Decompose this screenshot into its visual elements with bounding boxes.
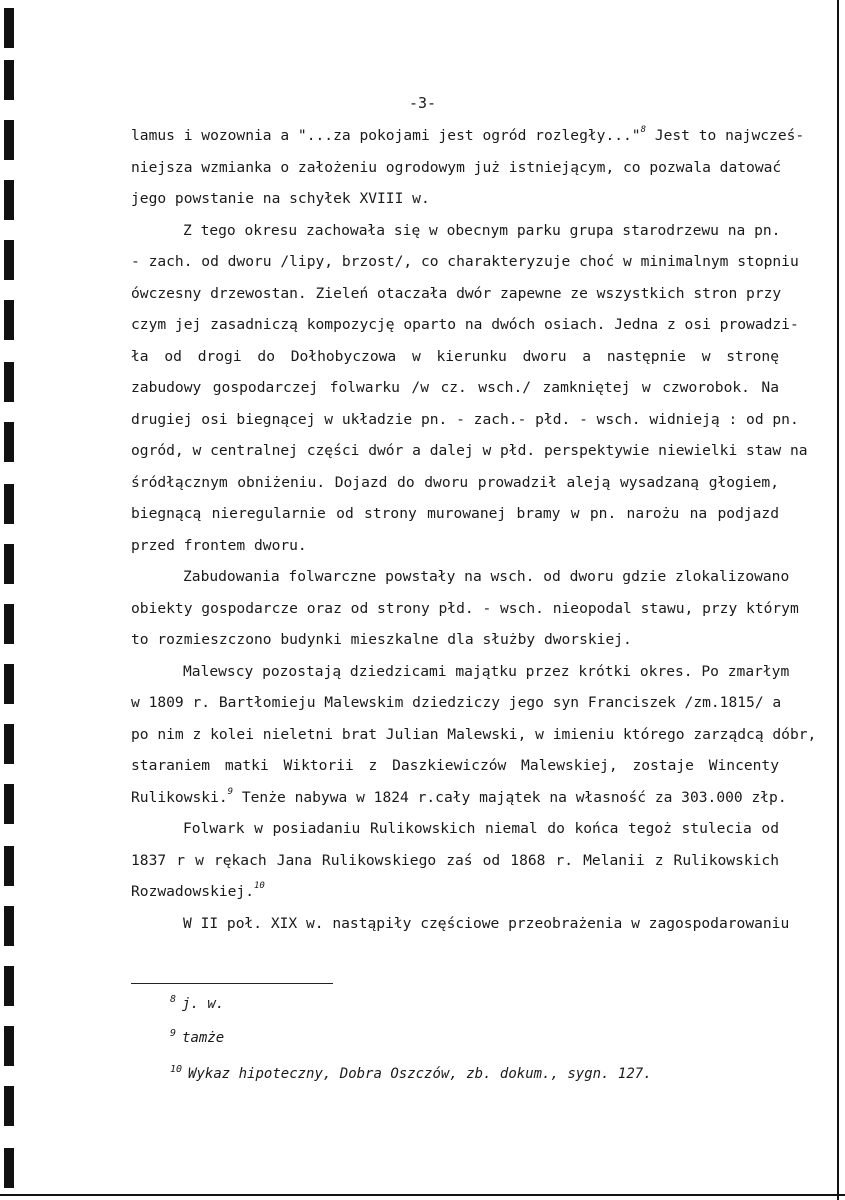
- binding-mark: [4, 422, 14, 462]
- text-line: Zabudowania folwarczne powstały na wsch. od dworu gdzie zlokalizowano: [183, 568, 790, 585]
- text-line: Z tego okresu zachowała się w obecnym parku grupa starodrzewu na pn.: [183, 221, 781, 239]
- binding-mark: [4, 8, 14, 48]
- footnote-ref: 10: [254, 881, 265, 891]
- binding-mark: [4, 300, 14, 340]
- binding-mark: [4, 1148, 14, 1188]
- footnote-number: 8: [170, 994, 177, 1005]
- text-line: zabudowy gospodarczej folwarku /w cz. wsch./ zamkniętej w czworobok. Na: [131, 379, 779, 396]
- footnote-number: 10: [170, 1064, 183, 1075]
- text-line: w 1809 r. Bartłomieju Malewskim dziedziczy jego syn Franciszek /zm.1815/ a: [131, 694, 782, 711]
- text-line: Malewscy pozostają dziedzicami majątku przez krótki okres. Po zmarłym: [183, 662, 790, 680]
- text-line: Rozwadowskiej.$^{10}$: [131, 881, 265, 900]
- page-edge-right: [837, 0, 839, 1200]
- page-edge-bottom: [0, 1194, 845, 1196]
- binding-mark: [4, 1086, 14, 1126]
- footnote: [170, 1066, 652, 1082]
- text-line: Folwark w posiadaniu Rulikowskich niemal do końca tegoż stulecia od: [183, 820, 779, 837]
- text-line: niejsza wzmianka o założeniu ogrodowym już istniejącym, co pozwala datować: [131, 158, 782, 176]
- footnote-text: j. w.: [182, 996, 225, 1012]
- page-number: -3-: [408, 94, 437, 112]
- binding-mark: [4, 120, 14, 160]
- binding-mark: [4, 784, 14, 824]
- binding-mark: [4, 846, 14, 886]
- binding-mark: [4, 362, 14, 402]
- text-line: 1837 r w rękach Jana Rulikowskiego zaś od 1868 r. Melanii z Rulikowskich: [131, 851, 779, 869]
- binding-mark: [4, 240, 14, 280]
- footnote: [170, 1030, 224, 1046]
- binding-mark: [4, 906, 14, 946]
- text-line: obiekty gospodarcze oraz od strony płd. - wsch. nieopodal stawu, przy którym: [131, 599, 799, 617]
- text-line: ła od drogi do Dołhobyczowa w kierunku dworu a następnie w stronę: [131, 347, 779, 365]
- text-line: przed frontem dworu.: [131, 536, 307, 554]
- text-line: drugiej osi biegnącej w układzie pn. - zach.- płd. - wsch. widnieją : od pn.: [131, 410, 799, 428]
- text-line: śródłącznym obniżeniu. Dojazd do dworu prowadził aleją wysadzaną głogiem,: [131, 473, 779, 491]
- footnote-text: Wykaz hipoteczny, Dobra Oszczów, zb. dokum., sygn. 127.: [188, 1066, 652, 1082]
- footnote-ref: 9: [227, 786, 234, 797]
- binding-mark: [4, 966, 14, 1006]
- text-line: W II poł. XIX w. nastąpiły częściowe przeobrażenia w zagospodarowaniu: [183, 914, 790, 932]
- text-line: po nim z kolei nieletni brat Julian Malewski, w imieniu którego zarządcą dóbr,: [131, 725, 817, 743]
- footnote-separator: [131, 983, 333, 984]
- text-line: ówczesny drzewostan. Zieleń otaczała dwór zapewne ze wszystkich stron przy: [131, 284, 782, 302]
- binding-mark: [4, 544, 14, 584]
- text-line: Rulikowski.$^9$ Tenże nabywa w 1824 r.cały majątek na własność za 303.000 złp.: [131, 786, 787, 806]
- text-line: czym jej zasadniczą kompozycję oparto na dwóch osiach. Jedna z osi prowadzi-: [131, 316, 799, 333]
- binding-mark: [4, 180, 14, 220]
- footnote-number: 9: [170, 1028, 177, 1039]
- text-line: to rozmieszczono budynki mieszkalne dla służby dworskiej.: [131, 631, 632, 648]
- text-line: biegnącą nieregularnie od strony murowanej bramy w pn. narożu na podjazd: [131, 505, 779, 522]
- text-line: staraniem matki Wiktorii z Daszkiewiczów Malewskiej, zostaje Wincenty: [131, 757, 779, 774]
- binding-mark: [4, 484, 14, 524]
- text-line: lamus i wozownia a "...za pokojami jest ogród rozległy..."$^8$ Jest to najwcześ-: [131, 125, 805, 144]
- text-line: ogród, w centralnej części dwór a dalej w płd. perspektywie niewielki staw na: [131, 442, 808, 459]
- binding-mark: [4, 1026, 14, 1066]
- binding-mark: [4, 604, 14, 644]
- footnote: [170, 996, 224, 1012]
- binding-mark: [4, 724, 14, 764]
- main-text: [131, 120, 817, 939]
- binding-mark: [4, 664, 14, 704]
- footnote-ref: 8: [640, 125, 647, 135]
- footnote-text: tamże: [182, 1030, 225, 1046]
- text-line: jego powstanie na schyłek XVIII w.: [131, 190, 430, 207]
- text-line: - zach. od dworu /lipy, brzost/, co charakteryzuje choć w minimalnym stopniu: [131, 253, 799, 270]
